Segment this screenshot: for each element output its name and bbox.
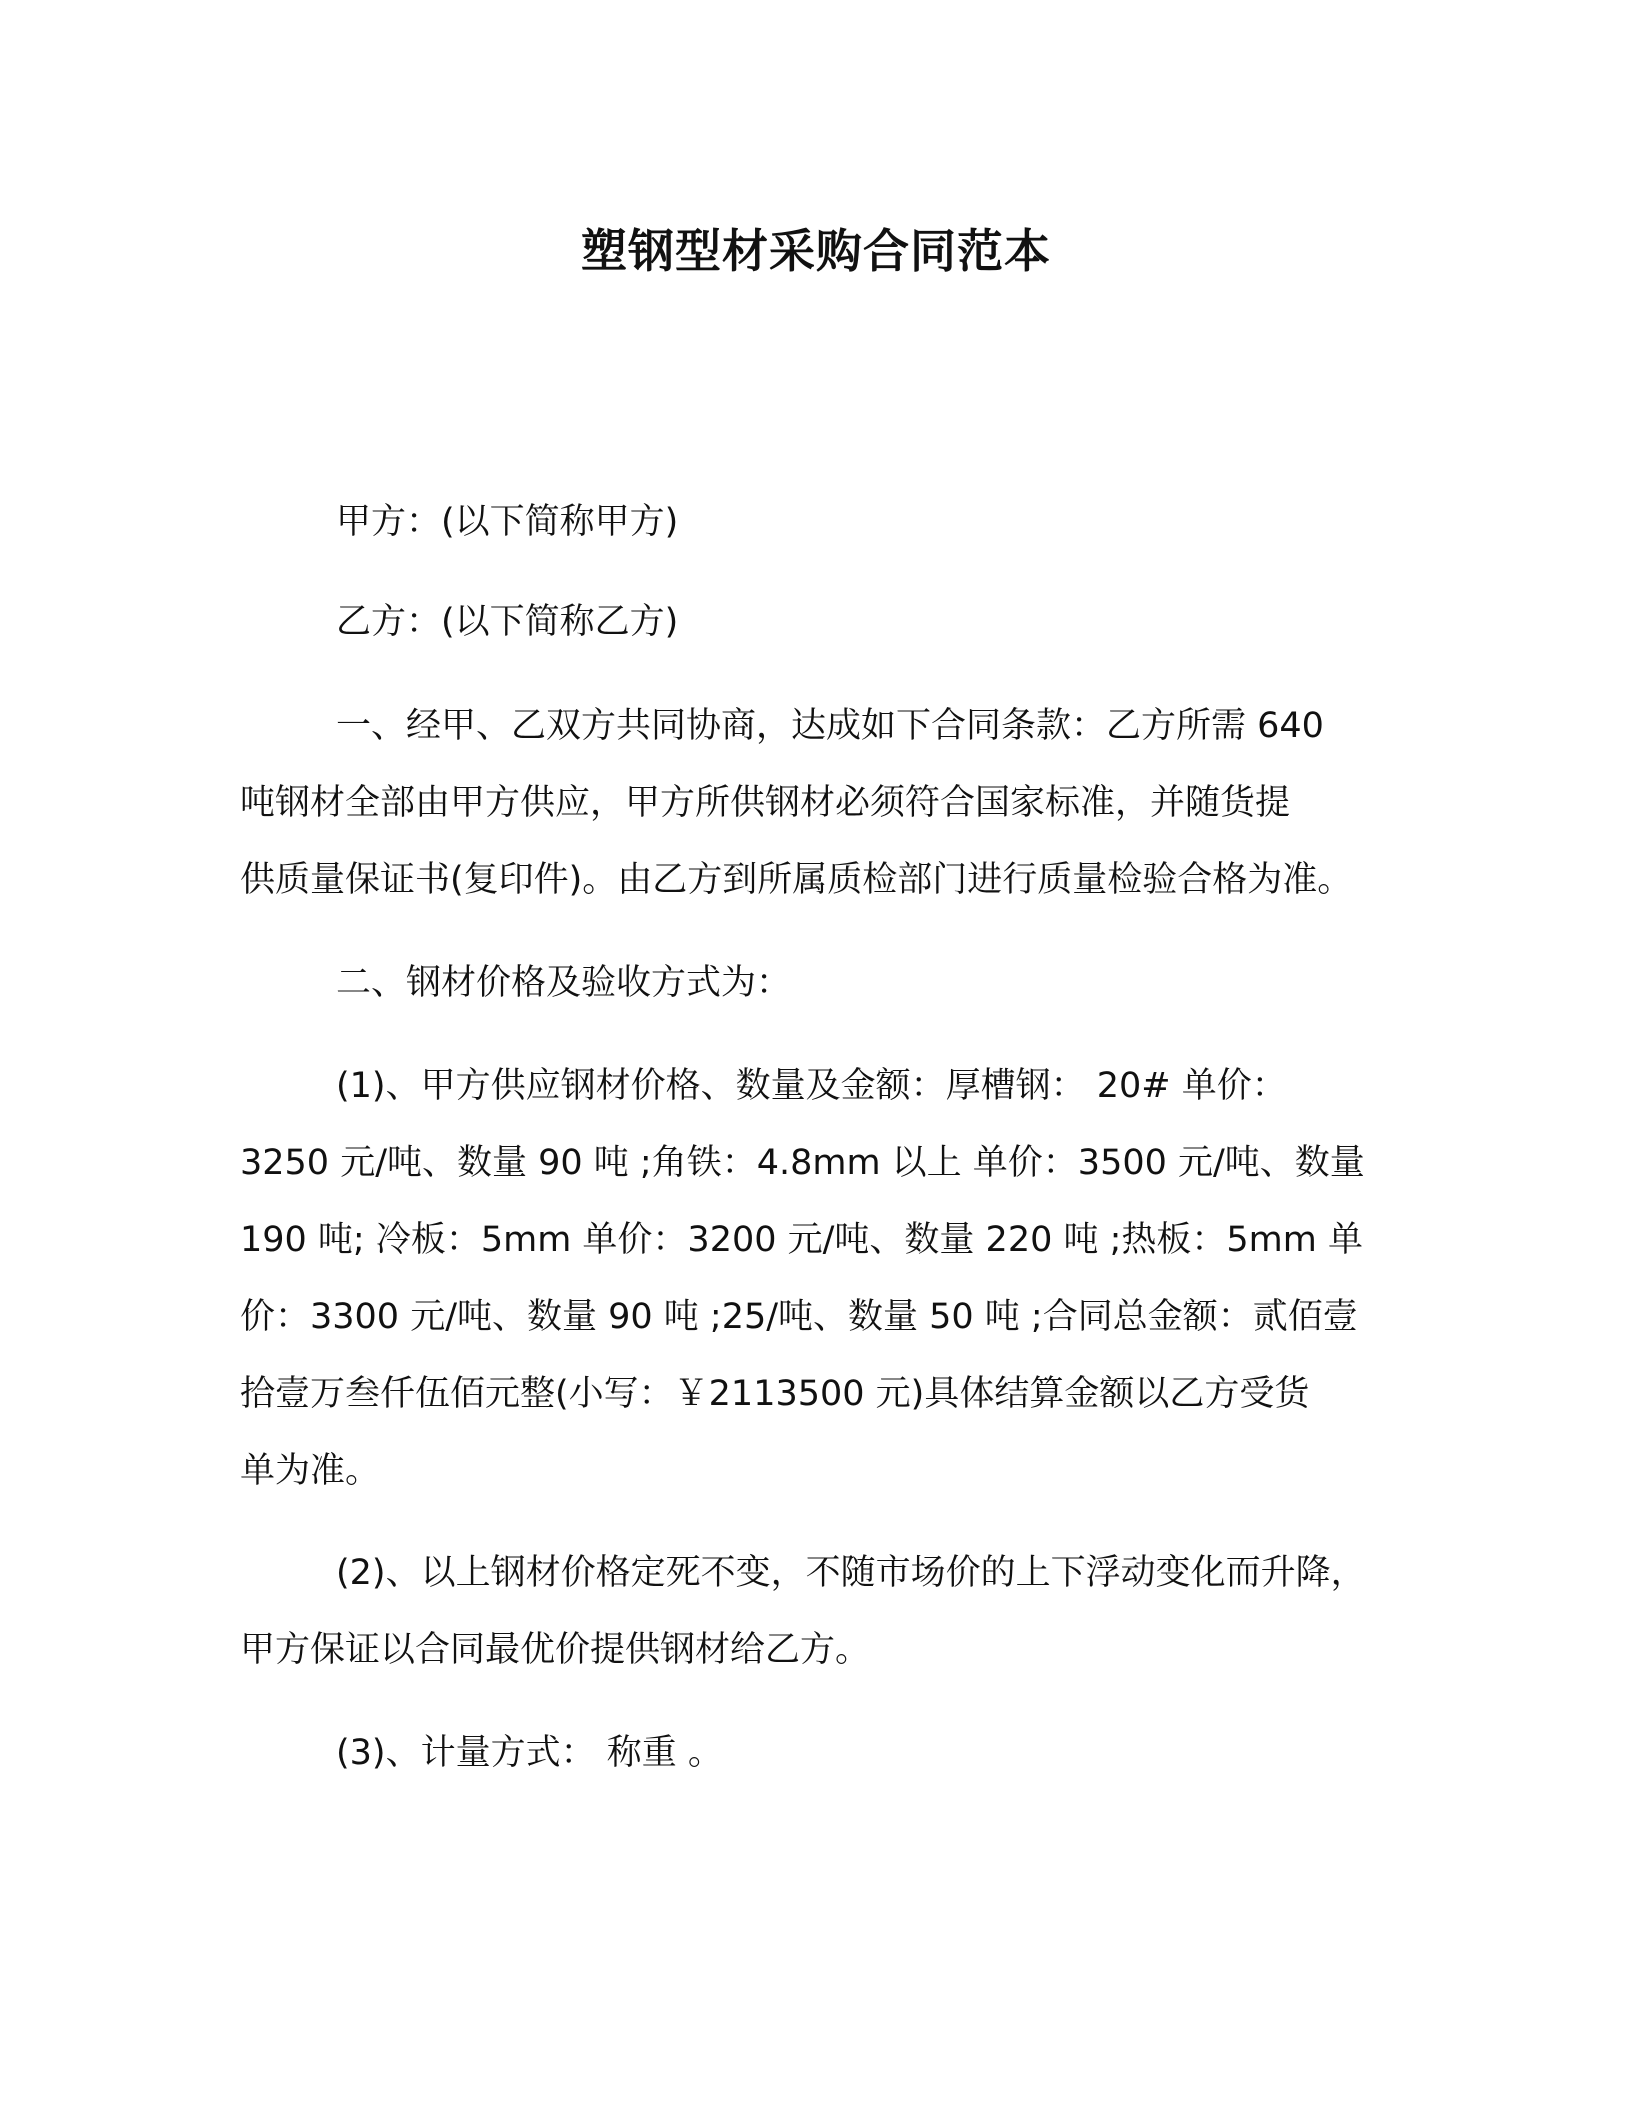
paragraph-clause-2-1	[240, 1048, 1400, 1510]
paragraph-line: (2)、以上钢材价格定死不变，不随市场价的上下浮动变化而升降，	[336, 1553, 1366, 1593]
paragraph-party-b	[240, 584, 1400, 661]
paragraph-line: 乙方：(以下简称乙方)	[336, 602, 679, 642]
paragraph-clause-1	[240, 688, 1400, 919]
document-title: 塑钢型材采购合同范本	[581, 224, 1051, 278]
paragraph-line: 190 吨; 冷板：5mm 单价：3200 元/吨、数量 220 吨 ;热板：5mm 单	[240, 1220, 1363, 1260]
paragraph-clause-2-3	[240, 1715, 1400, 1792]
paragraph-line: (3)、计量方式： 称重 。	[336, 1733, 723, 1773]
paragraph-line: 拾壹万叁仟伍佰元整(小写：￥2113500 元)具体结算金额以乙方受货	[240, 1374, 1310, 1414]
paragraph-party-a	[240, 484, 1400, 561]
paragraph-line: 供质量保证书(复印件)。由乙方到所属质检部门进行质量检验合格为准。	[240, 860, 1353, 900]
paragraph-line: 一、经甲、乙双方共同协商，达成如下合同条款：乙方所需 640	[336, 706, 1324, 746]
paragraph-line: 吨钢材全部由甲方供应，甲方所供钢材必须符合国家标准，并随货提	[240, 783, 1291, 823]
paragraph-line: 价：3300 元/吨、数量 90 吨 ;25/吨、数量 50 吨 ;合同总金额：贰佰壹	[240, 1297, 1358, 1337]
paragraph-clause-2-2	[240, 1535, 1400, 1689]
paragraph-line: 甲方保证以合同最优价提供钢材给乙方。	[240, 1630, 871, 1670]
paragraph-line: 甲方：(以下简称甲方)	[336, 502, 679, 542]
paragraph-clause-2	[240, 945, 1400, 1022]
paragraph-line: 3250 元/吨、数量 90 吨 ;角铁：4.8mm 以上 单价：3500 元/吨、数量	[240, 1143, 1365, 1183]
paragraph-line: 二、钢材价格及验收方式为：	[336, 963, 792, 1003]
paragraph-line: 单为准。	[240, 1451, 381, 1491]
paragraph-line: (1)、甲方供应钢材价格、数量及金额：厚槽钢： 20# 单价：	[336, 1066, 1287, 1106]
